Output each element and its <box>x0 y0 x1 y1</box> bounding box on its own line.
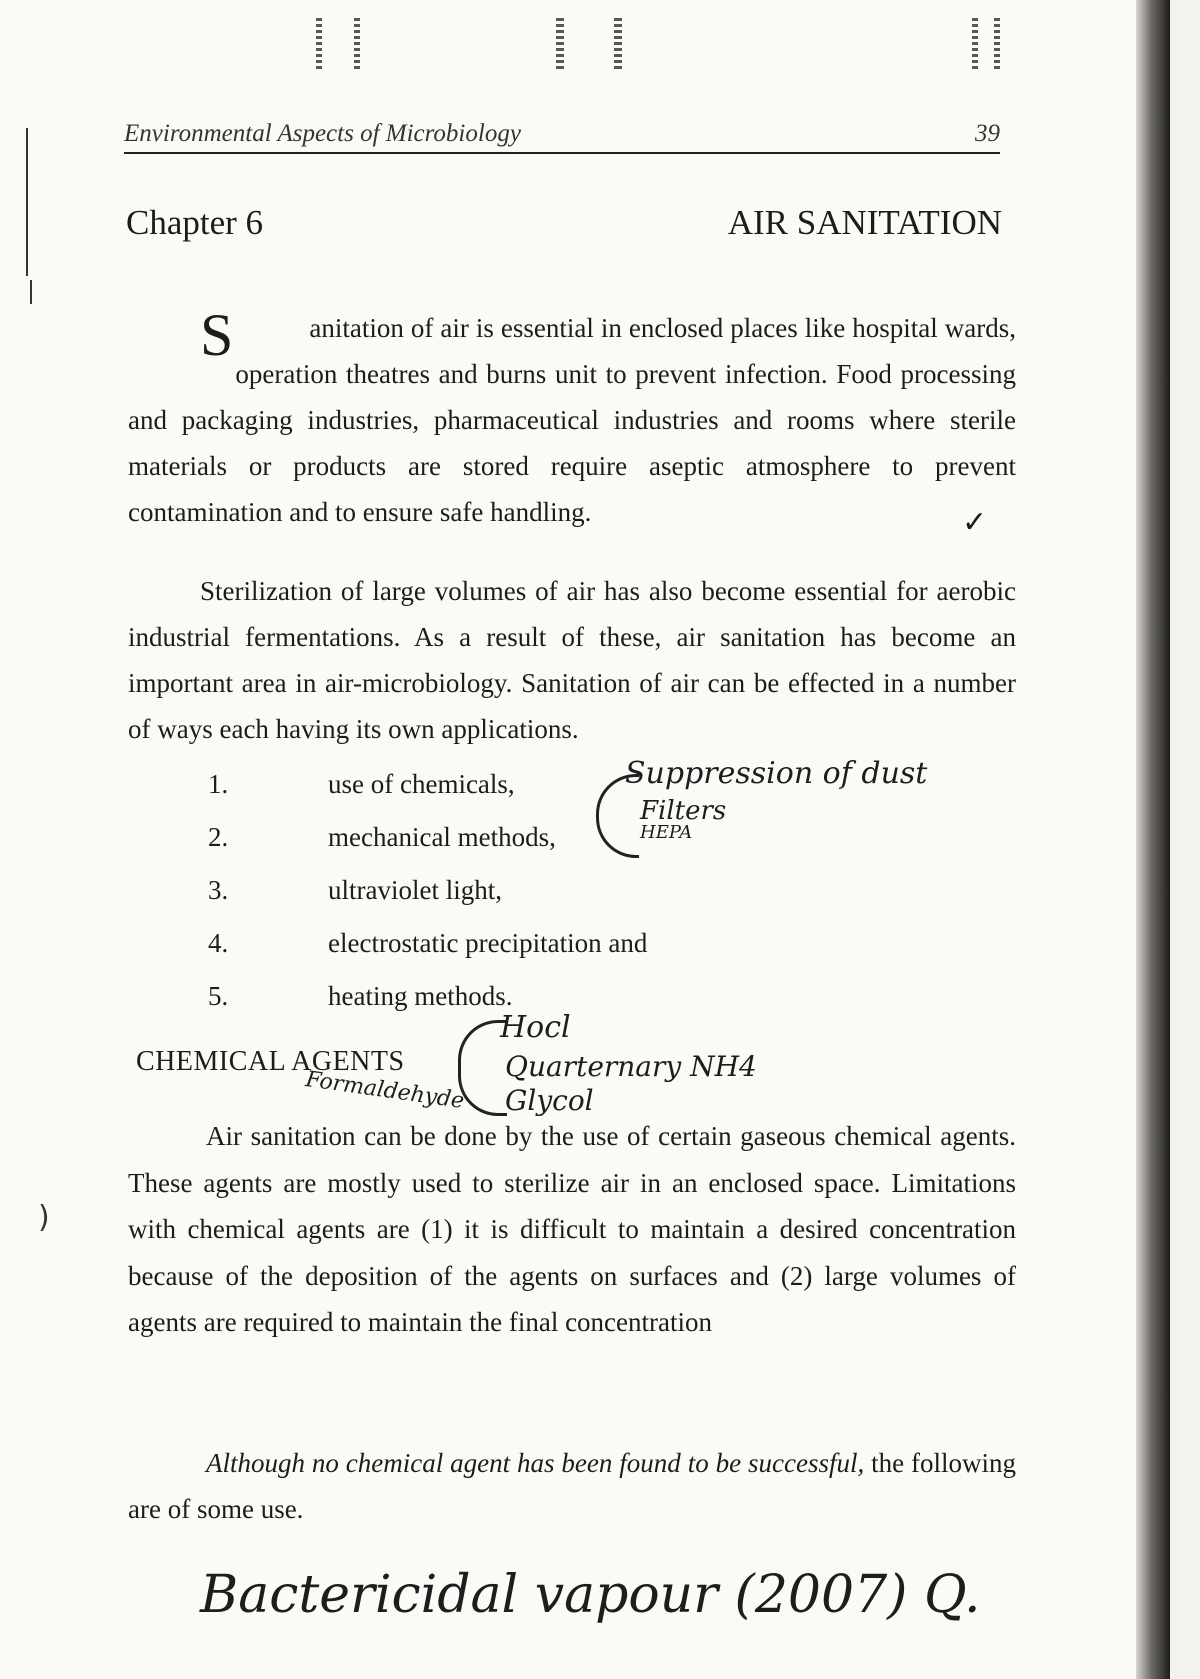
list-text: mechanical methods, <box>328 822 556 852</box>
paragraph-intro <box>128 302 1016 535</box>
section-heading: CHEMICAL AGENTS <box>136 1046 405 1077</box>
paragraph-text-italic: Although no chemical agent has been found to be successful, <box>206 1448 865 1478</box>
list-number: 3. <box>208 875 229 905</box>
handwritten-note: Formaldehyde <box>304 1067 466 1114</box>
scan-mark <box>614 18 622 72</box>
check-mark: ✓ <box>962 505 988 540</box>
paragraph-text: anitation of air is essential in enclosed places like hospital wards, operation theatres and burns unit to prevent infection. Food processing and packaging industries, pharmaceutical industries and rooms where sterile materials or products are stored require aseptic atmosphere to prevent contamination and to ensure safe handling. <box>128 313 1016 527</box>
chapter-title: AIR SANITATION <box>727 203 1002 242</box>
handwritten-note: Glycol <box>505 1084 594 1117</box>
methods-list <box>208 758 647 1023</box>
handwritten-note: Quarternary NH4 <box>505 1050 757 1083</box>
paragraph-text: the following are of some use. <box>128 1448 1017 1524</box>
paragraph-conclusion <box>128 1440 1016 1532</box>
chapter-header <box>126 203 1002 243</box>
handwritten-note: Suppression of dust <box>625 756 928 791</box>
list-item <box>208 970 647 1023</box>
scan-mark <box>316 18 322 72</box>
handwritten-note: Hocl <box>500 1010 571 1045</box>
paragraph-chemical-agents <box>128 1113 1016 1346</box>
page-number: 39 <box>975 120 1000 147</box>
list-number: 4. <box>208 928 229 958</box>
list-number: 1. <box>208 769 229 799</box>
running-head <box>124 120 1000 154</box>
paragraph-sterilization <box>128 568 1016 752</box>
paragraph-text: Sterilization of large volumes of air has also become essential for aerobic industrial fermentations. As a result of these, air sanitation has become an important area in air-microbiology. Sanitation of air can be effected in a number of ways each having its own applications. <box>128 576 1016 744</box>
list-text: heating methods. <box>328 981 513 1011</box>
list-number: 5. <box>208 981 229 1011</box>
list-text: use of chemicals, <box>328 769 515 799</box>
handwritten-note <box>640 796 727 844</box>
list-item <box>208 811 647 864</box>
paragraph-text: Air sanitation can be done by the use of certain gaseous chemical agents. These agents are mostly used to sterilize air in an enclosed space. Limitations with chemical agents are (1) it is difficult to maintain a desired concentration because of the deposition of the agents on surfaces and (2) large volumes of agents are required to maintain the final concentration <box>128 1121 1016 1337</box>
list-number: 2. <box>208 822 229 852</box>
list-text: electrostatic precipitation and <box>328 928 648 958</box>
margin-mark: ) <box>38 1200 50 1235</box>
drop-cap: S <box>200 302 234 368</box>
scan-mark <box>972 18 978 72</box>
scan-mark <box>994 18 1000 72</box>
list-item <box>208 917 647 970</box>
chapter-label: Chapter 6 <box>126 203 264 242</box>
scan-mark <box>354 18 360 72</box>
list-item <box>208 758 647 811</box>
page-edge-shadow <box>1136 0 1170 1679</box>
handwritten-footer-note: Bactericidal vapour (2007) Q. <box>200 1565 981 1625</box>
handwritten-note-hepa: HEPA <box>640 822 693 843</box>
list-item <box>208 864 647 917</box>
margin-rule <box>30 280 32 304</box>
handwritten-note-filters: Filters <box>640 796 727 826</box>
running-head-title: Environmental Aspects of Microbiology <box>124 120 521 147</box>
margin-rule <box>26 128 28 276</box>
scan-mark <box>556 18 564 72</box>
list-text: ultraviolet light, <box>328 875 502 905</box>
